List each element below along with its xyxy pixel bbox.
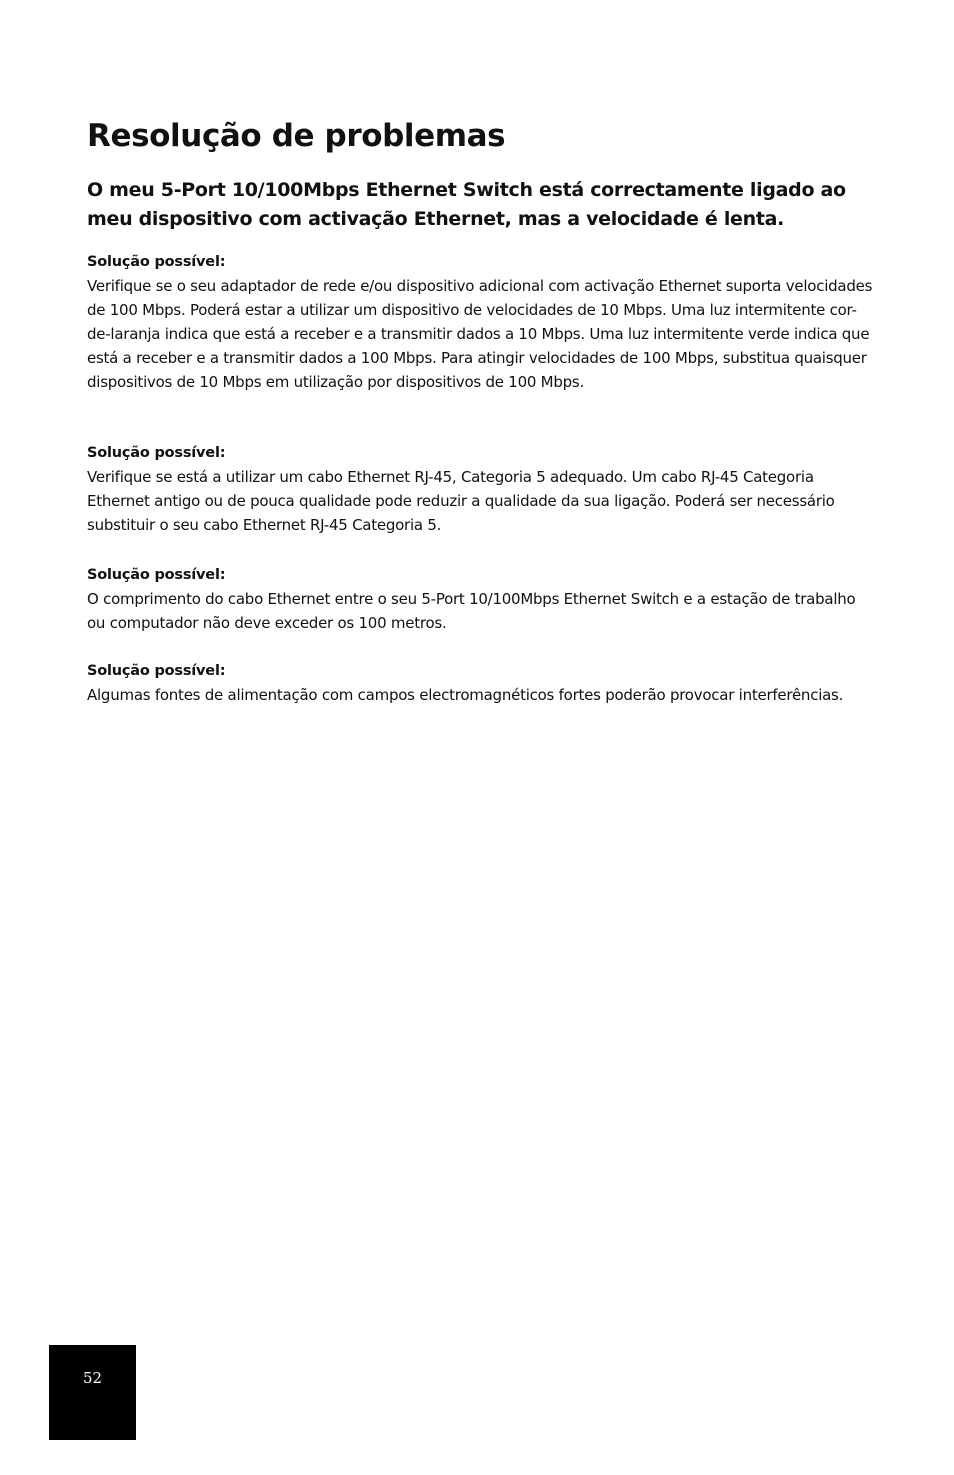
solution-text: Verifique se o seu adaptador de rede e/ou dispositivo adicional com activação Ethernet suporta velocidades de 100 Mbps. Poderá estar a utilizar um dispositivo de velocidades de 10 Mbps. Uma luz intermitente cor-de-laranja indica que está a receber e a transmitir dados a 10 Mbps. Uma luz intermitente verde indica que está a receber e a transmitir dados a 100 Mbps. Para atingir velocidades de 100 Mbps, substitua quaisquer dispositivos de 10 Mbps em utilização por dispositivos de 100 Mbps. — [87, 277, 873, 391]
solution-block-2 — [87, 441, 877, 537]
solution-text: O comprimento do cabo Ethernet entre o seu 5-Port 10/100Mbps Ethernet Switch e a estação de trabalho ou computador não deve exceder os 100 metros. — [87, 590, 856, 632]
solution-label: Solução possível: — [87, 254, 226, 270]
solution-block-4 — [87, 659, 877, 707]
solution-text: Algumas fontes de alimentação com campos electromagnéticos fortes poderão provocar interferências. — [87, 686, 844, 704]
page-title: Resolução de problemas — [87, 118, 506, 154]
solution-label: Solução possível: — [87, 663, 226, 679]
solution-block-3 — [87, 563, 877, 635]
solution-text: Verifique se está a utilizar um cabo Ethernet RJ-45, Categoria 5 adequado. Um cabo RJ-45 Categoria Ethernet antigo ou de pouca qualidade pode reduzir a qualidade da sua ligação. Poderá ser necessário substituir o seu cabo Ethernet RJ-45 Categoria 5. — [87, 468, 835, 534]
solution-label: Solução possível: — [87, 567, 226, 583]
page-number-box — [49, 1345, 136, 1440]
page-number: 52 — [82, 1369, 103, 1387]
solution-label: Solução possível: — [87, 445, 226, 461]
solution-block-1 — [87, 250, 877, 394]
problem-heading: O meu 5-Port 10/100Mbps Ethernet Switch está correctamente ligado ao meu dispositivo com activação Ethernet, mas a velocidade é lenta. — [87, 179, 846, 230]
